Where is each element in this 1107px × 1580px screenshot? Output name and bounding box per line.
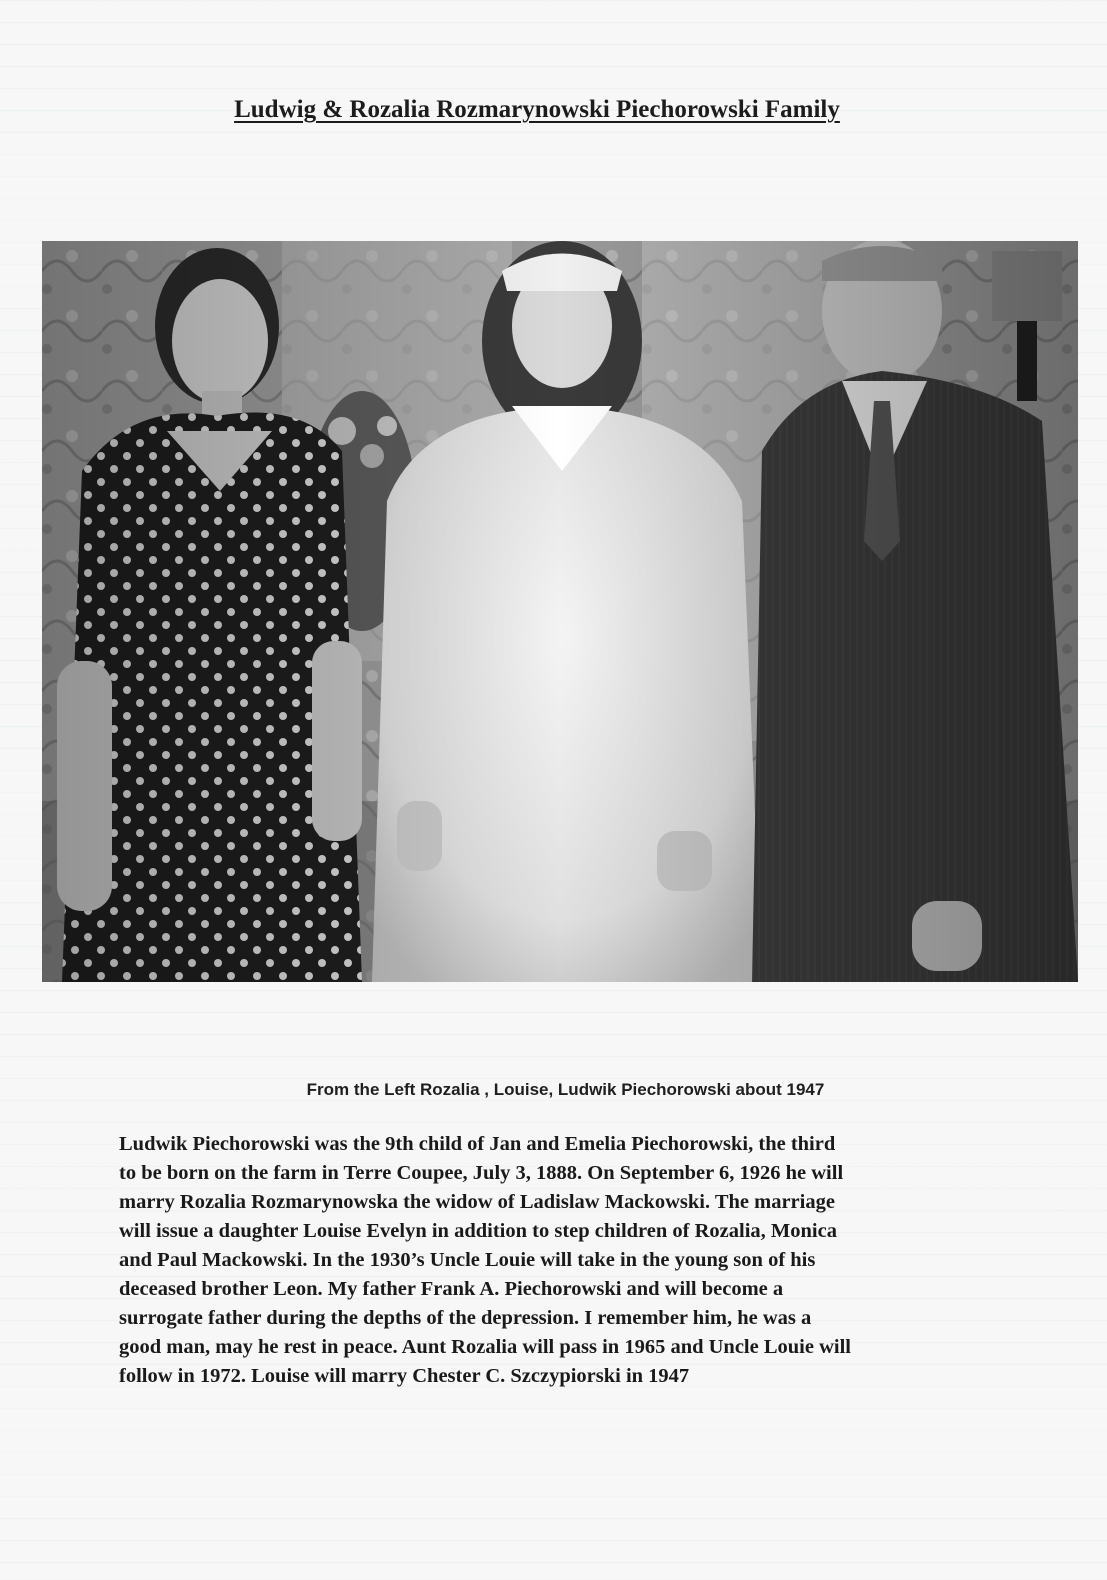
body-line: will issue a daughter Louise Evelyn in addition to step children of Rozalia, Monica [119, 1220, 837, 1242]
page-title: Ludwig & Rozalia Rozmarynowski Piechorowski Family [234, 96, 840, 123]
body-line: Ludwik Piechorowski was the 9th child of Jan and Emelia Piechorowski, the third [119, 1133, 836, 1155]
body-line: follow in 1972. Louise will marry Chester C. Szczypiorski in 1947 [119, 1365, 690, 1387]
body-line: marry Rozalia Rozmarynowska the widow of Ladislaw Mackowski. The marriage [119, 1191, 835, 1213]
body-line: to be born on the farm in Terre Coupee, July 3, 1888. On September 6, 1926 he will [119, 1162, 844, 1184]
family-photograph [42, 241, 1078, 982]
biography-paragraph [119, 1130, 1024, 1391]
body-line: good man, may he rest in peace. Aunt Rozalia will pass in 1965 and Uncle Louie will [119, 1336, 851, 1358]
body-line: deceased brother Leon. My father Frank A. Piechorowski and will become a [119, 1278, 784, 1300]
body-line: surrogate father during the depths of the depression. I remember him, he was a [119, 1307, 812, 1329]
photo-caption: From the Left Rozalia , Louise, Ludwik Piechorowski about 1947 [306, 1080, 825, 1099]
body-line: and Paul Mackowski. In the 1930’s Uncle Louie will take in the young son of his [119, 1249, 816, 1271]
